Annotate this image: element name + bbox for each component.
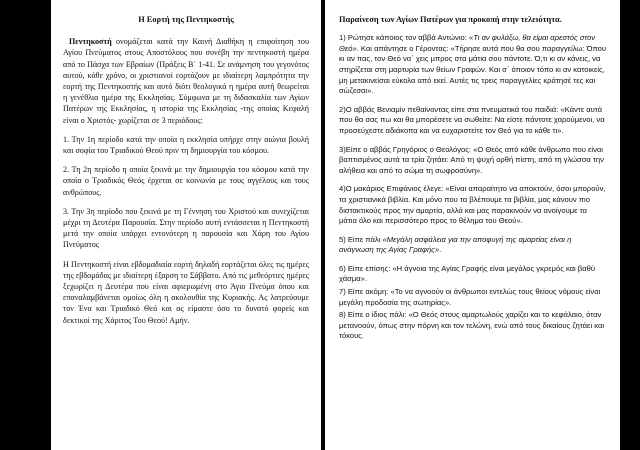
period-3-paragraph: 3. Την 3η περίοδο που ξεκινά με τη Γέννηση του Χριστού και συνεχίζεται μέχρι τη Δευτέρα Παρουσία. Στην περίοδο αυτή εντάσσεται η Πεντηκοστή μετά την οποία υπάρχει εντονότερη η παρουσία και Χάρη του Αγίου Πνεύματος	[63, 206, 309, 250]
period-1-paragraph: 1. Την 1η περίοδο κατά την οποία η εκκλησία υπήρχε στην αιώνια βουλή και σοφία του Τριαδικού Θεού πριν τη δημιουργία του κόσμου.	[63, 134, 309, 156]
item-4: 4)Ο μακάριος Επιφάνιος έλεγε: «Είναι απαραίτητο να αποκτούν, όσοι μπορούν, τα χριστιανικά βιβλία. Και μόνο που τα βλέπουμε τα βιβλία, μας κάνουν πιο διστακτικούς προς την αμαρτία, αλλά και μας παρακινούν να ανοίγουμε τα μάτια όλο και περισσότερο προς το θέλημα του Θεού».	[339, 184, 606, 226]
right-page	[325, 0, 620, 450]
item-2: 2)Ο αββάς Βενιαμίν πεθαίνοντας είπε στα πνευματικά του παιδιά: «Κάντε αυτά που θα σας πω και θα μπορέσετε να σωθείτε: Να είστε πάντοτε χαρούμενοι, να προσεύχεστε αδιάκοπα και να ευχαριστείτε τον Θεό για το κάθε τι».	[339, 104, 605, 135]
left-page-title: Η Εορτή της Πεντηκοστής	[138, 15, 234, 24]
item-1-lead: 1) Ρώτησε κάποιος τον αββά Αντώνιο:	[339, 33, 469, 43]
period-2-paragraph: 2. Τη 2η περίοδο η οποία ξεκινά με την δημιουργία του κόσμου κατά την οποία ο Τριαδικός Θεός έρχεται σε κοινωνία με τους αγγέλους και τους ανθρώπους.	[63, 165, 309, 197]
item-7: 7) Είπε ακόμη: «Το να αγνοούν οι άνθρωποι εντελώς τους θείους νόμους είναι μεγάλη προδοσία της σωτηρίας».	[339, 287, 601, 307]
item-8: 8) Είπε ο ίδιος πάλι: «Ο Θεός στους αμαρτωλούς χαρίζει και το κεφάλαιο, όταν μετανοούν, όπως στην πόρνη και τον τελώνη, ενώ από τους δικαίους ζητάει και τόκους.	[339, 310, 605, 341]
right-page-title: Παραίνεση των Αγίων Πατέρων για προκοπή στην τελειότητα.	[339, 15, 562, 24]
intro-paragraph	[63, 36, 309, 126]
item-5-lead: 5) Είπε πάλι	[339, 234, 383, 244]
item-5	[339, 235, 606, 256]
closing-paragraph: Η Πεντηκοστή είναι εβδομαδιαία εορτή δηλαδή εορτάζεται όλες τις ημέρες της εβδομάδας με ιδιαίτερη έξαρση το Σάββατο. Από τις μεθεόρτιες ημέρες ξεχωρίζει η Δευτέρα που είναι αφιερωμένη στο Άγιο Πνεύμα όπου και επαναλαμβάνεται ομοίως όλη η ακολουθία της Κυριακής. Ας λατρεύουμε τον Ένα και Τριαδικό Θεό και ας είμαστε όσο το δυνατό φορείς και δεκτικοί της Χάριτος Του Θεού! Αμήν.	[63, 259, 309, 325]
item-5-end: .	[439, 245, 442, 255]
intro-bold-word: Πεντηκοστή	[69, 37, 112, 47]
left-page	[51, 0, 321, 450]
item-1	[339, 33, 606, 97]
item-5-quote: «Μεγάλη ασφάλεια για την αποφυγή της αμαρτίας είναι η ανάγνωση της Αγίας Γραφής»	[339, 234, 572, 255]
item-1-rest: . Και απάντησε ο Γέροντας: «Τήρησε αυτά που θα σου παραγγείλω: Όπου κι αν πας, τον Θεό να΄ χεις μπρος στα μάτια σου πάντοτε. Ό,τι κι αν κάνεις, να στηρίζεται στη μαρτυρία των θείων Γραφών. Και σ΄ όποιον τόπο κι αν κατοικείς, μη μετακινείσαι εύκολα από εκεί. Αυτές τις τρεις παραγγελίες κράτησέ τες και σώζεσαι».	[339, 43, 606, 96]
intro-text: ονομάζεται κατά την Καινή Διαθήκη η επιφοίτηση του Αγίου Πνεύματος στους Αποστόλους που συνέβη την πεντηκοστή ημέρα από το Πάσχα των Εβραίων (Πράξεις Β΄ 1-41. Σε ανάμνηση του γεγονότος αυτού, κάθε χρόνο, οι χριστιανοί εορτάζουν με ιδιαίτερη λαμπρότητα την εορτή της Πεντηκοστής και αυτό διότι θεολογικά η ημέρα αυτή θεωρείται η γενέθλια ημέρα της Εκκλησίας. Σύμφωνα με τη διδασκαλία των Αγίων Πατέρων της Εκκλησίας, η ιστορία της Εκκλησίας -της οποίας Κεφαλή είναι ο Χριστός- χωρίζεται σε 3 περιόδους:	[63, 37, 309, 125]
item-6: 6) Είπε επίσης: «Η άγνοια της Αγίας Γραφής είναι μεγάλος γκρεμός και βαθύ χάσμα».	[339, 263, 595, 284]
item-3: 3)Είπε ο αββάς Γρηγόριος ο Θεολόγος: «Ο Θεός από κάθε άνθρωπο που είναι βαπτισμένος αυτά τα τρία ζητάει: Από τη ψυχή ορθή πίστη, από τη γλώσσα την αλήθεια και από το σώμα τη σωφροσύνη».	[339, 144, 604, 175]
item-1-quote: «Τι αν φυλάξω, θα είμαι αρεστός στον Θεό»	[339, 33, 596, 53]
